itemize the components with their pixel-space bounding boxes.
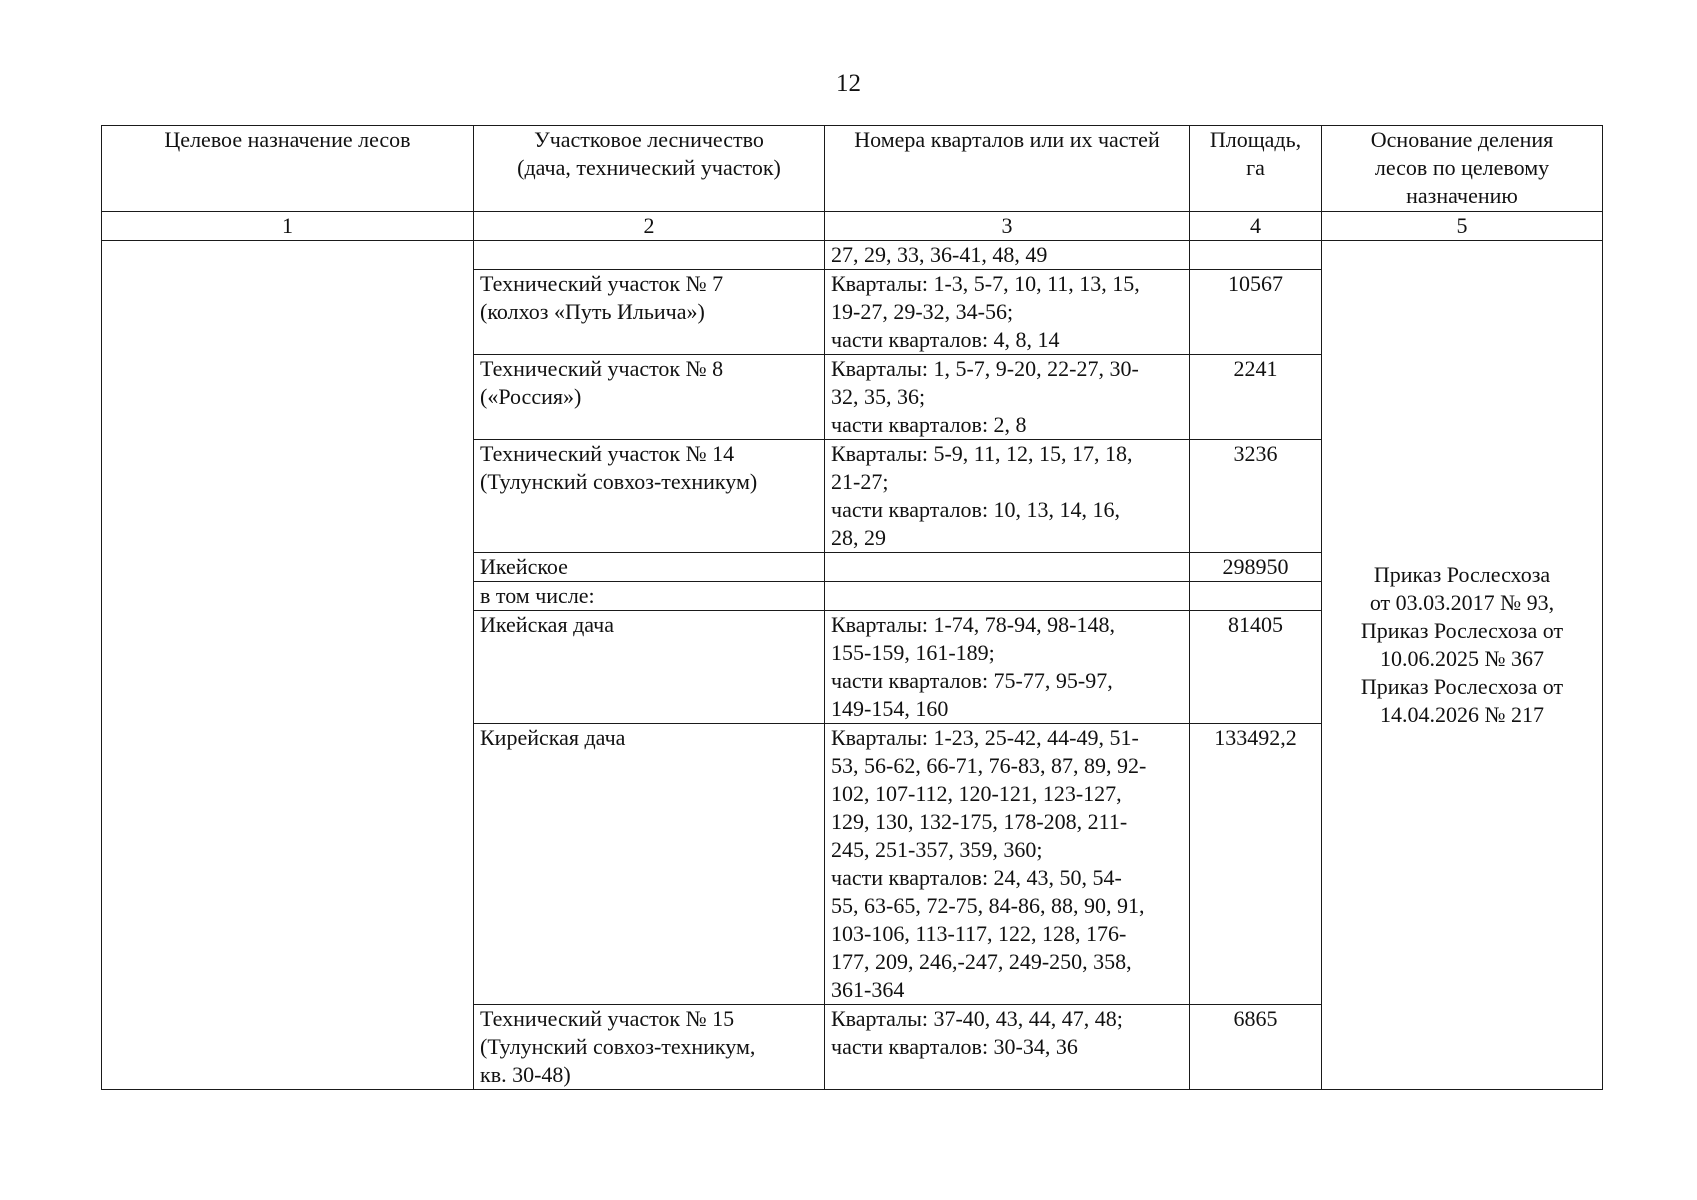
area-cell: 3236 bbox=[1190, 440, 1322, 553]
area-cell: 6865 bbox=[1190, 1005, 1322, 1090]
area-cell: 81405 bbox=[1190, 611, 1322, 724]
forestry-cell: Икейская дача bbox=[474, 611, 825, 724]
header-forestry: Участковое лесничество (дача, технический участок) bbox=[474, 126, 825, 212]
quarters-cell: Кварталы: 1, 5-7, 9-20, 22-27, 30- 32, 35, 36; части кварталов: 2, 8 bbox=[825, 355, 1190, 440]
column-number: 5 bbox=[1322, 212, 1603, 241]
forestry-cell: Технический участок № 7 (колхоз «Путь Ильича») bbox=[474, 270, 825, 355]
quarters-cell bbox=[825, 582, 1190, 611]
forestry-cell: Икейское bbox=[474, 553, 825, 582]
header-quarters: Номера кварталов или их частей bbox=[825, 126, 1190, 212]
forestry-cell: Технический участок № 15 (Тулунский совхоз-техникум, кв. 30-48) bbox=[474, 1005, 825, 1090]
forestry-cell: Технический участок № 8 («Россия») bbox=[474, 355, 825, 440]
area-cell bbox=[1190, 241, 1322, 270]
basis-cell: Приказ Рослесхоза от 03.03.2017 № 93, Приказ Рослесхоза от 10.06.2025 № 367 Приказ Рослесхоза от 14.04.2026 № 217 bbox=[1322, 241, 1603, 1090]
area-cell: 298950 bbox=[1190, 553, 1322, 582]
purpose-cell bbox=[102, 241, 474, 1090]
forestry-cell: в том числе: bbox=[474, 582, 825, 611]
quarters-cell bbox=[825, 553, 1190, 582]
area-cell: 133492,2 bbox=[1190, 724, 1322, 1005]
column-number: 1 bbox=[102, 212, 474, 241]
forest-purpose-table bbox=[101, 125, 1603, 1090]
area-cell: 2241 bbox=[1190, 355, 1322, 440]
page-number: 12 bbox=[836, 70, 861, 97]
area-cell bbox=[1190, 582, 1322, 611]
quarters-cell: Кварталы: 1-23, 25-42, 44-49, 51- 53, 56-62, 66-71, 76-83, 87, 89, 92- 102, 107-112, 120-121, 123-127, 129, 130, 132-175, 178-208, 211- 245, 251-357, 359, 360; части кварталов: 24, 43, 50, 54- 55, 63-65, 72-75, 84-86, 88, 90, 91, 103-106, 113-117, 122, 128, 176- 177, 209, 246,-247, 249-250, 358, 361-364 bbox=[825, 724, 1190, 1005]
quarters-cell: Кварталы: 37-40, 43, 44, 47, 48; части кварталов: 30-34, 36 bbox=[825, 1005, 1190, 1090]
quarters-cell: Кварталы: 5-9, 11, 12, 15, 17, 18, 21-27; части кварталов: 10, 13, 14, 16, 28, 29 bbox=[825, 440, 1190, 553]
header-area: Площадь, га bbox=[1190, 126, 1322, 212]
column-number: 4 bbox=[1190, 212, 1322, 241]
column-number: 2 bbox=[474, 212, 825, 241]
column-number-row bbox=[102, 212, 1603, 241]
forestry-cell: Кирейская дача bbox=[474, 724, 825, 1005]
table-row bbox=[102, 241, 1603, 270]
header-basis: Основание деления лесов по целевому назначению bbox=[1322, 126, 1603, 212]
column-number: 3 bbox=[825, 212, 1190, 241]
forestry-cell bbox=[474, 241, 825, 270]
quarters-cell: Кварталы: 1-74, 78-94, 98-148, 155-159, 161-189; части кварталов: 75-77, 95-97, 149-154, 160 bbox=[825, 611, 1190, 724]
quarters-cell: 27, 29, 33, 36-41, 48, 49 bbox=[825, 241, 1190, 270]
quarters-cell: Кварталы: 1-3, 5-7, 10, 11, 13, 15, 19-27, 29-32, 34-56; части кварталов: 4, 8, 14 bbox=[825, 270, 1190, 355]
forestry-cell: Технический участок № 14 (Тулунский совхоз-техникум) bbox=[474, 440, 825, 553]
header-row bbox=[102, 126, 1603, 212]
header-purpose: Целевое назначение лесов bbox=[102, 126, 474, 212]
area-cell: 10567 bbox=[1190, 270, 1322, 355]
